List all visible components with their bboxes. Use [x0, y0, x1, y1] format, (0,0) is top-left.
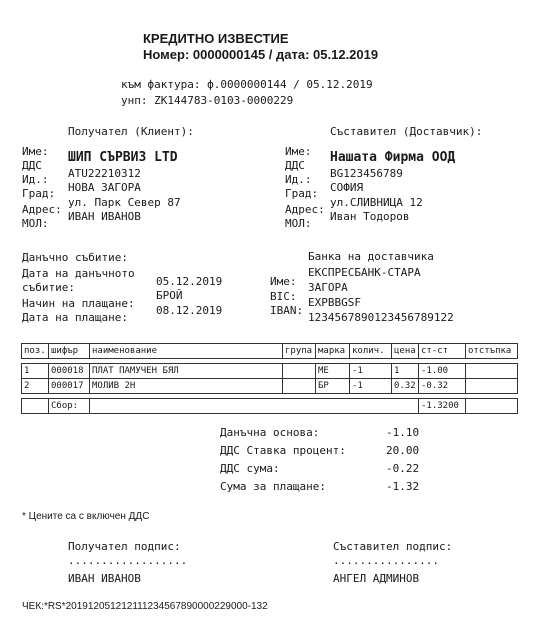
bank-iban: 1234567890123456789122: [308, 311, 454, 324]
recipient-heading: Получател (Клиент):: [68, 125, 194, 138]
sum-spacer: [22, 399, 49, 414]
table-sum-row: [22, 399, 518, 414]
supplier-address: ул.СЛИВНИЦА 12: [330, 196, 423, 209]
cell-code: 000017: [49, 379, 90, 394]
recipient-label-mol: МОЛ:: [22, 217, 49, 230]
recipient-label-city: Град:: [22, 187, 56, 200]
items-table: [21, 343, 518, 414]
cell-code: 000018: [49, 364, 90, 379]
cell-group: [283, 364, 316, 379]
recipient-name: ШИП СЪРВИЗ LTD: [68, 150, 178, 165]
recipient-vat: ATU22210312: [68, 167, 141, 180]
sum-value: -1.3200: [419, 399, 466, 414]
cell-price: 0.32: [392, 379, 419, 394]
col-header-name: наименование: [90, 344, 283, 359]
tax-date-label-2: събитие:: [22, 281, 75, 294]
supplier-label-city: Град:: [285, 187, 319, 200]
supplier-label-name: Име:: [285, 145, 312, 158]
tax-base-label: Данъчна основа:: [220, 426, 320, 439]
recipient-label-name: Име:: [22, 145, 49, 158]
cell-qty: -1: [350, 379, 392, 394]
supplier-signature-name: АНГЕЛ АДМИНОВ: [333, 572, 420, 585]
cell-value: -1.00: [419, 364, 466, 379]
total-value: -1.32: [386, 480, 420, 493]
sum-spacer-wide: [90, 399, 419, 414]
total-label: Сума за плащане:: [220, 480, 326, 493]
col-header-value: ст-ст: [419, 344, 466, 359]
supplier-label-mol: МОЛ:: [285, 217, 312, 230]
recipient-label-id: Ид.:: [22, 173, 49, 186]
supplier-label-vat: ДДС: [285, 159, 305, 172]
recipient-signature-label: Получател подпис:: [68, 540, 181, 553]
recipient-signature-name: ИВАН ИВАНОВ: [68, 572, 141, 585]
supplier-signature-label: Съставител подпис:: [333, 540, 453, 553]
cell-pos: 1: [22, 364, 49, 379]
recipient-mol: ИВАН ИВАНОВ: [68, 210, 141, 223]
document-title: КРЕДИТНО ИЗВЕСТИЕ: [143, 31, 289, 46]
cell-unit: МЕ: [316, 364, 350, 379]
col-header-group: група: [283, 344, 316, 359]
bank-heading: Банка на доставчика: [308, 250, 434, 263]
cell-discount: [466, 379, 518, 394]
cell-price: 1: [392, 364, 419, 379]
vat-amount-value: -0.22: [386, 462, 420, 475]
bank-bic-label: BIC:: [270, 290, 297, 303]
vat-rate-value: 20.00: [386, 444, 420, 457]
payment-date-label: Дата на плащане:: [22, 311, 128, 324]
receipt-code: ЧЕК:*RS*201912051212111234567890000229000-132: [22, 601, 268, 612]
document-number: Номер: 0000000145 / дата: 05.12.2019: [143, 47, 379, 62]
payment-method-label: Начин на плащане:: [22, 297, 135, 310]
cell-name: МОЛИВ 2Н: [90, 379, 283, 394]
bank-bic: EXPBBGSF: [308, 296, 361, 309]
recipient-label-vat: ДДС: [22, 159, 42, 172]
table-row: [22, 379, 518, 394]
tax-event-date: 05.12.2019: [156, 275, 223, 288]
supplier-city: СОФИЯ: [330, 181, 364, 194]
col-header-pos: поз.: [22, 344, 49, 359]
sum-label: Сбор:: [49, 399, 90, 414]
payment-method: БРОЙ: [156, 289, 183, 302]
cell-value: -0.32: [419, 379, 466, 394]
col-header-code: шифър: [49, 344, 90, 359]
bank-name-line2: ЗАГОРА: [308, 281, 348, 294]
bank-iban-label: IBAN:: [270, 304, 304, 317]
cell-group: [283, 379, 316, 394]
cell-name: ПЛАТ ПАМУЧЕН БЯЛ: [90, 364, 283, 379]
tax-base-value: -1.10: [386, 426, 420, 439]
vat-rate-label: ДДС Ставка процент:: [220, 444, 346, 457]
sum-spacer-end: [466, 399, 518, 414]
vat-included-note: * Цените са с включен ДДС: [22, 511, 150, 522]
supplier-label-address: Адрес:: [285, 203, 325, 216]
cell-discount: [466, 364, 518, 379]
table-row: [22, 364, 518, 379]
unp-code: унп: ZK144783-0103-0000229: [121, 94, 294, 107]
supplier-heading: Съставител (Доставчик):: [330, 125, 483, 138]
tax-date-label-1: Дата на данъчното: [22, 267, 135, 280]
recipient-city: НОВА ЗАГОРА: [68, 181, 141, 194]
bank-name-line1: ЕКСПРЕСБАНК-СТАРА: [308, 266, 421, 279]
invoice-reference: към фактура: ф.0000000144 / 05.12.2019: [121, 78, 373, 91]
col-header-price: цена: [392, 344, 419, 359]
bank-name-label: Име:: [270, 275, 297, 288]
payment-date: 08.12.2019: [156, 304, 223, 317]
cell-pos: 2: [22, 379, 49, 394]
recipient-signature-line: ..................: [68, 554, 188, 567]
vat-amount-label: ДДС сума:: [220, 462, 280, 475]
col-header-unit: марка: [316, 344, 350, 359]
table-header-row: [22, 344, 518, 359]
supplier-name: Нашата Фирма ООД: [330, 150, 456, 165]
recipient-address: ул. Парк Север 87: [68, 196, 181, 209]
supplier-label-id: Ид.:: [285, 173, 312, 186]
cell-unit: БР: [316, 379, 350, 394]
tax-event-heading: Данъчно събитие:: [22, 251, 128, 264]
supplier-vat: BG123456789: [330, 167, 403, 180]
col-header-qty: колич.: [350, 344, 392, 359]
recipient-label-address: Адрес:: [22, 203, 62, 216]
cell-qty: -1: [350, 364, 392, 379]
col-header-discount: отстъпка: [466, 344, 518, 359]
supplier-mol: Иван Тодоров: [330, 210, 410, 223]
supplier-signature-line: ................: [333, 554, 439, 567]
